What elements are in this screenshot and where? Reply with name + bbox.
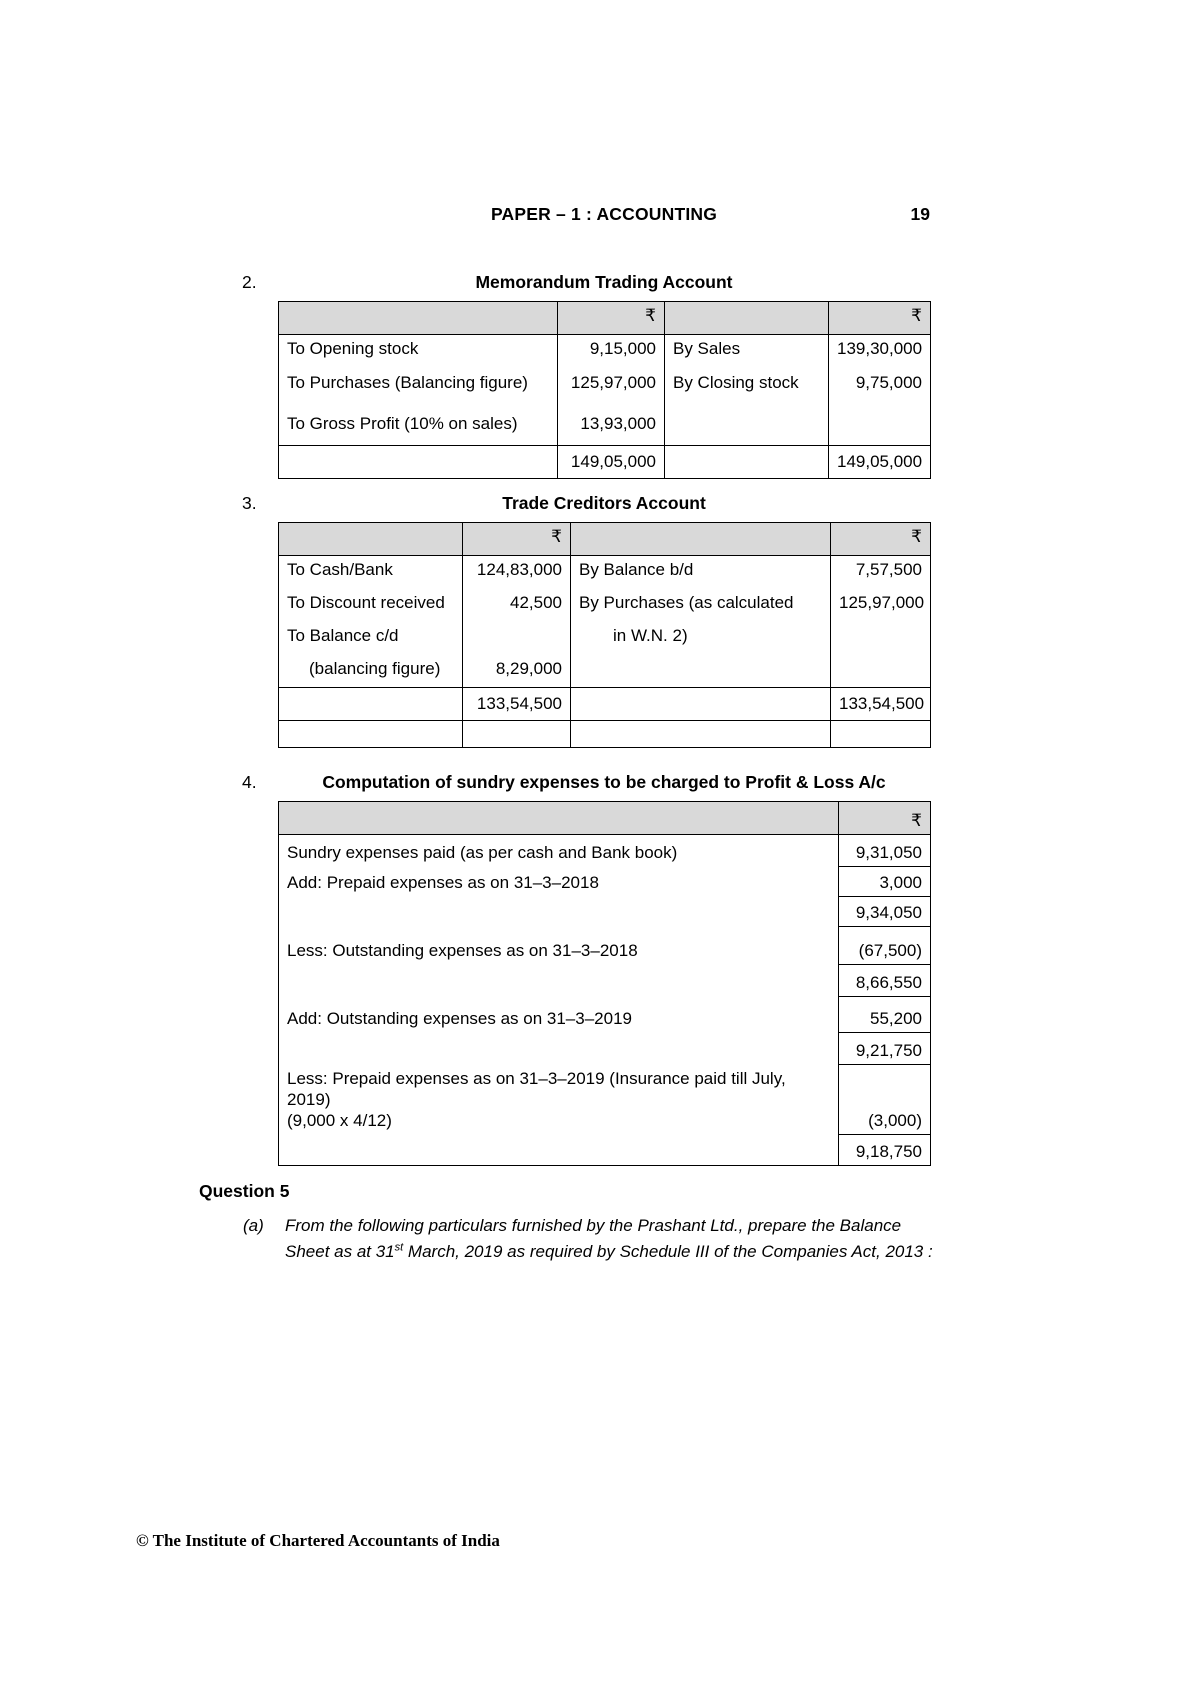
credit-particulars-cell [571,688,831,721]
amount-cell: 55,200 [839,997,931,1033]
subtotal-row [279,897,931,927]
debit-particulars-header [279,302,558,335]
amount-cell: 9,34,050 [839,897,931,927]
credit-amount-cell: 7,57,500 [831,556,931,589]
amount-cell: 9,21,750 [839,1033,931,1065]
credit-amount-cell [831,655,931,688]
credit-amount-cell [831,622,931,655]
credit-particulars-cell [665,446,829,479]
amount-cell: 8,66,550 [839,965,931,997]
section-3-title: Trade Creditors Account [502,493,706,513]
result-row [279,1134,931,1165]
credit-total-cell: 133,54,500 [831,688,931,721]
question-5-item-a [243,1213,947,1266]
debit-amount-cell: 42,500 [463,589,571,622]
amount-cell: 9,31,050 [839,835,931,867]
table-row [279,927,931,965]
credit-particulars-cell: By Sales [665,335,829,369]
description-cell [279,1033,839,1065]
table-row [279,589,931,622]
credit-particulars-header [571,523,831,556]
copyright-footer: © The Institute of Chartered Accountants of India [136,1531,500,1550]
description-cell: Sundry expenses paid (as per cash and Bank book) [279,835,839,867]
debit-amount-cell [463,622,571,655]
debit-amount-cell: 13,93,000 [558,406,665,446]
page-header [278,204,930,225]
credit-particulars-cell [571,655,831,688]
item-a-text-part1: From the following particulars furnished by the Prashant Ltd., prepare the Balance Sheet as at 31 [285,1216,902,1262]
total-row [279,688,931,721]
subtotal-row [279,965,931,997]
section-2-number: 2. [242,272,257,292]
table-row [279,406,931,446]
table-row [279,997,931,1033]
debit-particulars-cell: (balancing figure) [279,655,463,688]
sundry-expenses-table [278,801,931,1166]
paper-title: PAPER – 1 : ACCOUNTING [490,204,718,224]
debit-particulars-cell: To Opening stock [279,335,558,369]
description-cell [279,1134,839,1165]
section-3-heading [242,493,930,514]
empty-cell [571,721,831,748]
description-cell [279,965,839,997]
credit-total-cell: 149,05,000 [829,446,931,479]
credit-particulars-cell [665,406,829,446]
table-row [279,622,931,655]
empty-cell [831,721,931,748]
table-row [279,867,931,897]
credit-amount-cell: 139,30,000 [829,335,931,369]
question-5-heading: Question 5 [199,1181,290,1201]
memorandum-trading-table [278,301,931,479]
table-row [279,835,931,867]
item-a-text [285,1213,947,1266]
debit-particulars-cell: To Purchases (Balancing figure) [279,369,558,406]
credit-particulars-cell: By Purchases (as calculated [571,589,831,622]
debit-amount-cell: 124,83,000 [463,556,571,589]
description-cell: Less: Outstanding expenses as on 31–3–2018 [279,927,839,965]
section-4-heading [242,772,930,793]
amount-cell: (67,500) [839,927,931,965]
table-row [279,556,931,589]
debit-particulars-cell [279,446,558,479]
debit-particulars-cell [279,688,463,721]
description-header [279,802,839,835]
empty-row [279,721,931,748]
debit-particulars-header [279,523,463,556]
debit-total-cell: 149,05,000 [558,446,665,479]
section-2-heading [242,272,930,293]
debit-amount-cell: 9,15,000 [558,335,665,369]
credit-amount-cell: 125,97,000 [831,589,931,622]
empty-cell [463,721,571,748]
table-row [279,655,931,688]
section-2-title: Memorandum Trading Account [475,272,733,292]
subtotal-row [279,1033,931,1065]
amount-cell: 9,18,750 [839,1134,931,1165]
description-cell: Add: Prepaid expenses as on 31–3–2018 [279,867,839,897]
table-row [279,369,931,406]
empty-cell [279,721,463,748]
credit-amount-cell [829,406,931,446]
debit-particulars-cell: To Discount received [279,589,463,622]
description-cell [279,897,839,927]
currency-header: ₹ [831,523,931,556]
description-cell [279,1065,839,1135]
credit-particulars-cell: By Balance b/d [571,556,831,589]
debit-particulars-cell: To Cash/Bank [279,556,463,589]
total-row [279,446,931,479]
amount-cell: (3,000) [839,1065,931,1135]
currency-header: ₹ [839,802,931,835]
currency-header: ₹ [463,523,571,556]
credit-particulars-cell: in W.N. 2) [571,622,831,655]
item-a-superscript: st [394,1241,404,1254]
table-row [279,1065,931,1135]
table-row [279,335,931,369]
currency-header: ₹ [829,302,931,335]
debit-amount-cell: 125,97,000 [558,369,665,406]
description-line-2: (9,000 x 4/12) [287,1111,392,1130]
section-4-title: Computation of sundry expenses to be charged to Profit & Loss A/c [322,772,886,792]
currency-header: ₹ [558,302,665,335]
item-a-label: (a) [243,1216,264,1235]
section-4-number: 4. [242,772,257,792]
credit-particulars-cell: By Closing stock [665,369,829,406]
debit-particulars-cell: To Gross Profit (10% on sales) [279,406,558,446]
amount-cell: 3,000 [839,867,931,897]
debit-particulars-cell: To Balance c/d [279,622,463,655]
description-line-1: Less: Prepaid expenses as on 31–3–2019 (Insurance paid till July, 2019) [287,1068,786,1109]
credit-amount-cell: 9,75,000 [829,369,931,406]
credit-particulars-header [665,302,829,335]
section-3-number: 3. [242,493,257,513]
trade-creditors-table [278,522,931,748]
debit-amount-cell: 8,29,000 [463,655,571,688]
item-a-text-part2: March, 2019 as required by Schedule III of the Companies Act, 2013 : [403,1242,933,1262]
description-cell: Add: Outstanding expenses as on 31–3–2019 [279,997,839,1033]
debit-total-cell: 133,54,500 [463,688,571,721]
page-number: 19 [910,204,930,224]
